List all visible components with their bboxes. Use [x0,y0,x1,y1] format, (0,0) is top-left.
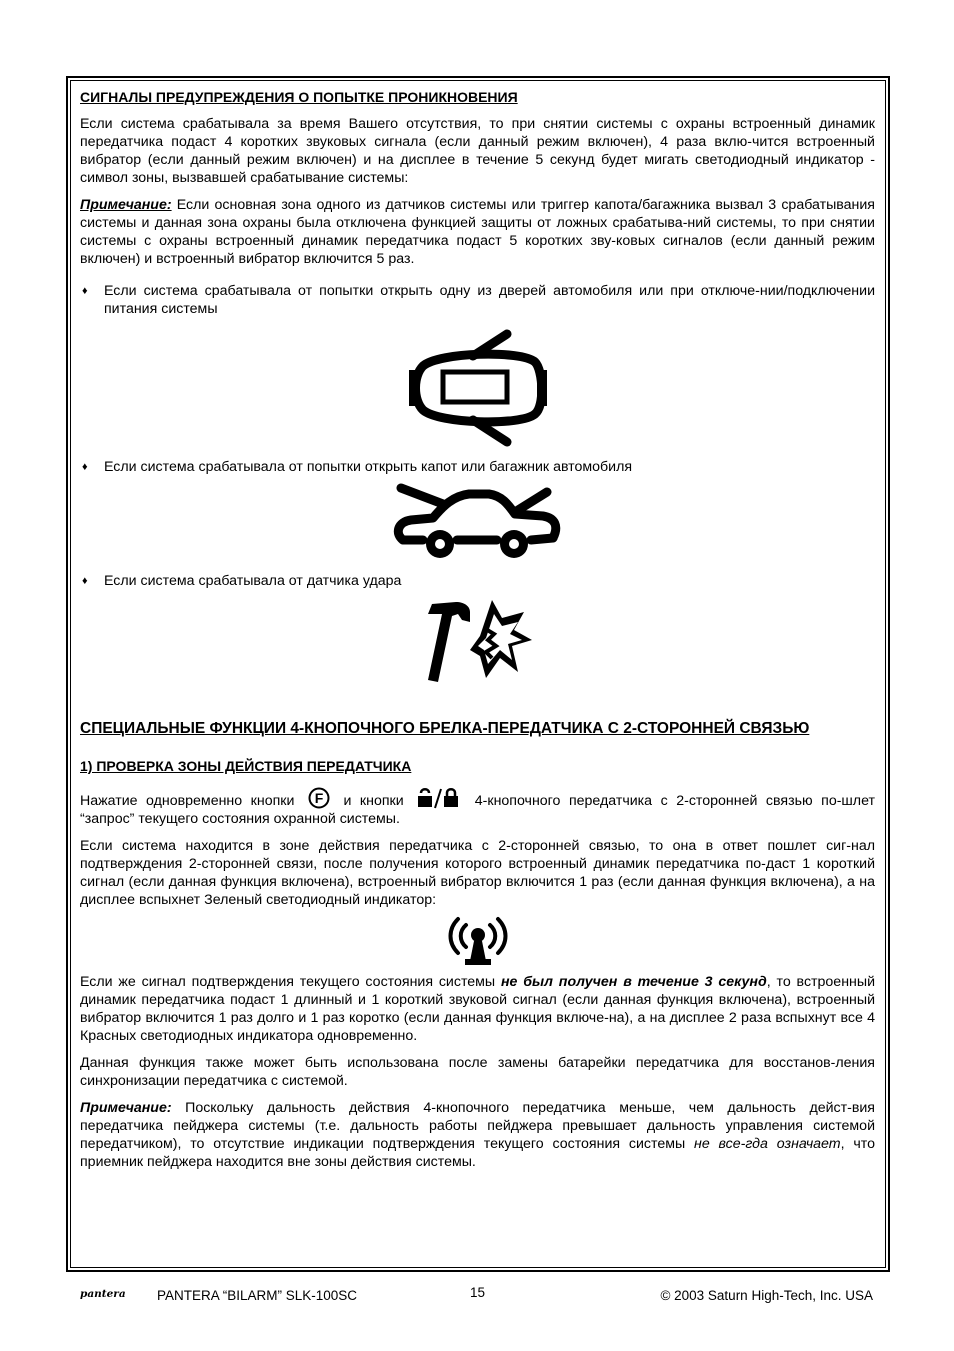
subsection-heading-range-check: 1) ПРОВЕРКА ЗОНЫ ДЕЙСТВИЯ ПЕРЕДАТЧИКА [80,758,412,774]
no-confirmation-text-a: Если же сигнал подтверждения текущего состояния системы [80,974,501,990]
note-text-a: Поскольку дальность действия 4-кнопочного передатчика меньше, чем дальность дейст-вия передатчика пейджера системы (т.е. дальность работы пейджера превышает дальность управления системой передатчиком), то отсутствие индикации подтверждения текущего состояния системы [80,1100,875,1152]
in-range-paragraph: Если система находится в зоне действия передатчика с 2-сторонней связью, то она в ответ пошлет сиг-нал подтверждения 2-сторонней связи, после получения которого встроенный динамик передатчика по-даст 1 короткий сигнал (если данная функция включена), встроенный вибратор включится 1 раз (если данная функция включена), а на дисплее вспыхнет Зеленый светодиодный индикатор: [80,838,875,908]
product-name: PANTERA “BILARM” SLK-100SC [157,1288,358,1303]
page-footer [80,1282,875,1312]
bullet-text: Если система срабатывала от попытки открыть капот или багажник автомобиля [104,459,633,475]
page-number: 15 [470,1285,486,1300]
press-text-b: и кнопки [343,793,404,809]
press-text-c: 4-кнопочного передатчика с 2-сторонней связью по-шлет “запрос” текущего состояния охранной системы. [80,793,876,827]
green-led-icon-row [80,915,875,973]
car-door-icon [403,326,553,448]
button-f-icon [308,787,330,809]
battery-paragraph: Данная функция также может быть использована после замены батарейки передатчика для восстанов-ления синхронизации передатчика с системой. [80,1055,875,1089]
copyright: © 2003 Saturn High-Tech, Inc. USA [660,1288,873,1303]
hammer-shock-icon [422,598,534,684]
note-text: Если основная зона одного из датчиков системы или триггер капота/багажника вызвал 3 срабатывания системы и данная зона охраны была отключена функцией защиты от ложных срабатыва-ний системы, то при снятии системы с охраны встроенный динамик передатчика подаст 5 коротких зву-ковых сигналов (если данный режим включен) и встроенный вибратор включится 5 раз. [80,197,875,267]
svg-text:F: F [314,790,324,806]
antenna-signal-icon [445,915,511,967]
bullet-text: Если система срабатывала от датчика удара [104,573,402,589]
section-heading-intrusion: СИГНАЛЫ ПРЕДУПРЕЖДЕНИЯ О ПОПЫТКЕ ПРОНИКНОВЕНИЯ [80,89,518,105]
note-label: Примечание: [80,1100,172,1116]
bullet-text: Если система срабатывала от попытки открыть одну из дверей автомобиля или при отключе-нии/подключении питания системы [104,283,875,317]
door-zone-icon-row [80,326,875,454]
pantera-logo: pantera [80,1288,126,1300]
bullet-mark: ♦ [82,285,88,297]
bullet-door [80,282,875,318]
intrusion-note [80,196,875,268]
car-hood-trunk-icon [393,482,563,562]
bullet-mark: ♦ [82,575,88,587]
lock-unlock-button-icon [417,787,461,809]
no-confirmation-text-c: , то встроенный динамик передатчика подаст 1 длинный и 1 короткий звуковой сигнал (если данная функция включена), встроенный вибратор включится 1 раз долго и 1 раз коротко (если данная функция включе-на), а на дисплее 2 раза вспыхнут все 4 Красных светодиодных индикатора одновременно. [80,974,875,1044]
page-content [80,88,875,1180]
no-confirmation-emphasis: не был получен в течение 3 секунд [500,974,767,990]
note-emphasis: не все-гда означает [694,1136,841,1152]
note-text-c: , что приемник пейджера находится вне зоны действия системы. [80,1136,875,1170]
press-text-a: Нажатие одновременно кнопки [80,793,295,809]
bullet-hood-trunk [80,458,875,476]
bullet-mark: ♦ [82,461,88,473]
section-heading-special-functions: СПЕЦИАЛЬНЫЕ ФУНКЦИИ 4-КНОПОЧНОГО БРЕЛКА-ПЕРЕДАТЧИКА С 2-СТОРОННЕЙ СВЯЗЬЮ [80,720,810,737]
shock-icon-row [80,598,875,688]
bullet-shock [80,572,875,590]
intrusion-paragraph: Если система срабатывала за время Вашего отсутствия, то при снятии системы с охраны встроенный динамик передатчика подаст 4 коротких звуковых сигнала (если данный режим включен), 4 раза вклю-чится встроенный вибратор (если данный режим включен) и на дисплее в течение 5 секунд будет мигать светодиодный индикатор - символ зоны, вызвавшей срабатывание системы: [80,116,875,186]
range-check-paragraph [80,787,875,828]
note-label: Примечание: [80,197,172,213]
hood-trunk-icon-row [80,482,875,568]
no-confirmation-paragraph [80,973,875,1045]
range-note-paragraph [80,1099,875,1171]
